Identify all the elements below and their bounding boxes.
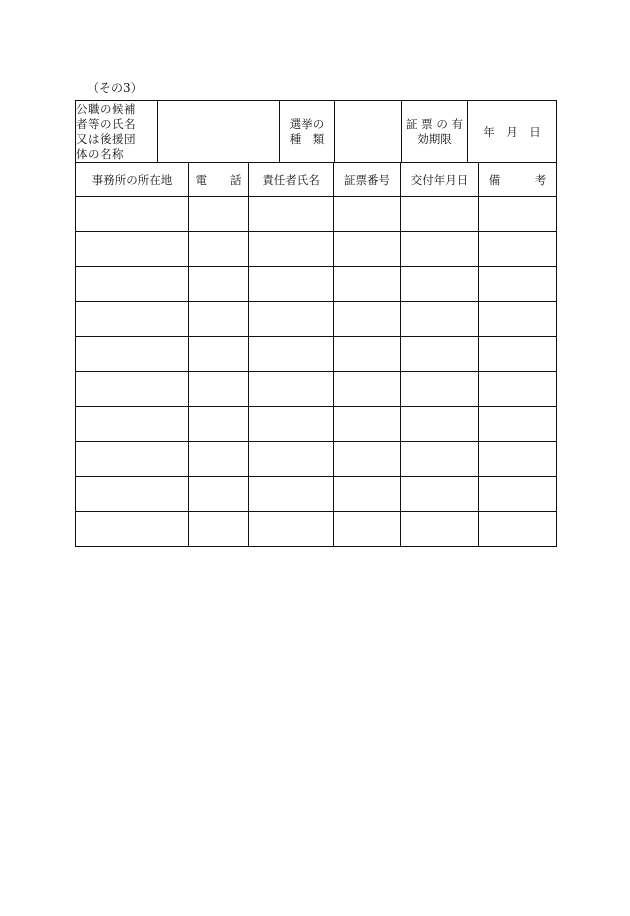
- office-address-cell[interactable]: [76, 442, 189, 477]
- office-table: [75, 163, 557, 547]
- issue-date-cell[interactable]: [401, 267, 479, 302]
- certificate-number-cell[interactable]: [334, 407, 401, 442]
- certificate-number-cell[interactable]: [334, 267, 401, 302]
- remarks-cell[interactable]: [479, 267, 557, 302]
- column-manager-name: 責任者氏名: [249, 163, 334, 197]
- column-certificate-number: 証票番号: [334, 163, 401, 197]
- manager-name-cell[interactable]: [249, 407, 334, 442]
- phone-cell[interactable]: [189, 512, 249, 547]
- table-row: [76, 477, 557, 512]
- table-row: [76, 267, 557, 302]
- remarks-cell[interactable]: [479, 197, 557, 232]
- validity-label: 証 票 の 有効期限: [402, 101, 468, 163]
- issue-date-cell[interactable]: [401, 337, 479, 372]
- election-type-field[interactable]: [335, 101, 402, 163]
- table-row: [76, 232, 557, 267]
- manager-name-cell[interactable]: [249, 442, 334, 477]
- election-type-label: 選挙の 種 類: [280, 101, 335, 163]
- manager-name-cell[interactable]: [249, 197, 334, 232]
- certificate-number-cell[interactable]: [334, 372, 401, 407]
- remarks-cell[interactable]: [479, 477, 557, 512]
- column-phone: 電 話: [189, 163, 249, 197]
- office-address-cell[interactable]: [76, 337, 189, 372]
- table-row: [76, 372, 557, 407]
- table-row: [76, 407, 557, 442]
- header-table: [75, 100, 557, 163]
- remarks-cell[interactable]: [479, 442, 557, 477]
- certificate-number-cell[interactable]: [334, 512, 401, 547]
- manager-name-cell[interactable]: [249, 302, 334, 337]
- office-address-cell[interactable]: [76, 477, 189, 512]
- manager-name-cell[interactable]: [249, 372, 334, 407]
- table-header-row: [76, 163, 557, 197]
- remarks-cell[interactable]: [479, 512, 557, 547]
- table-row: [76, 442, 557, 477]
- phone-cell[interactable]: [189, 337, 249, 372]
- office-address-cell[interactable]: [76, 197, 189, 232]
- table-row: [76, 197, 557, 232]
- phone-cell[interactable]: [189, 442, 249, 477]
- issue-date-cell[interactable]: [401, 232, 479, 267]
- certificate-number-cell[interactable]: [334, 337, 401, 372]
- certificate-number-cell[interactable]: [334, 302, 401, 337]
- table-row: [76, 512, 557, 547]
- certificate-number-cell[interactable]: [334, 442, 401, 477]
- office-address-cell[interactable]: [76, 407, 189, 442]
- issue-date-cell[interactable]: [401, 372, 479, 407]
- phone-cell[interactable]: [189, 232, 249, 267]
- phone-cell[interactable]: [189, 267, 249, 302]
- office-address-cell[interactable]: [76, 372, 189, 407]
- certificate-number-cell[interactable]: [334, 232, 401, 267]
- remarks-cell[interactable]: [479, 372, 557, 407]
- phone-cell[interactable]: [189, 302, 249, 337]
- manager-name-cell[interactable]: [249, 477, 334, 512]
- manager-name-cell[interactable]: [249, 232, 334, 267]
- remarks-cell[interactable]: [479, 232, 557, 267]
- remarks-cell[interactable]: [479, 302, 557, 337]
- page-label: （その3）: [87, 81, 143, 95]
- issue-date-cell[interactable]: [401, 197, 479, 232]
- phone-cell[interactable]: [189, 372, 249, 407]
- phone-cell[interactable]: [189, 407, 249, 442]
- phone-cell[interactable]: [189, 477, 249, 512]
- office-address-cell[interactable]: [76, 232, 189, 267]
- office-address-cell[interactable]: [76, 302, 189, 337]
- issue-date-cell[interactable]: [401, 442, 479, 477]
- office-address-cell[interactable]: [76, 512, 189, 547]
- certificate-number-cell[interactable]: [334, 477, 401, 512]
- remarks-cell[interactable]: [479, 407, 557, 442]
- phone-cell[interactable]: [189, 197, 249, 232]
- candidate-name-label: 公職の候補 者等の氏名 又は後援団 体の名称: [76, 101, 158, 163]
- manager-name-cell[interactable]: [249, 512, 334, 547]
- table-row: [76, 302, 557, 337]
- office-form: [75, 100, 556, 547]
- manager-name-cell[interactable]: [249, 337, 334, 372]
- column-issue-date: 交付年月日: [401, 163, 479, 197]
- office-address-cell[interactable]: [76, 267, 189, 302]
- manager-name-cell[interactable]: [249, 267, 334, 302]
- validity-date-field[interactable]: 年 月 日: [468, 101, 557, 163]
- issue-date-cell[interactable]: [401, 302, 479, 337]
- table-row: [76, 337, 557, 372]
- issue-date-cell[interactable]: [401, 512, 479, 547]
- certificate-number-cell[interactable]: [334, 197, 401, 232]
- issue-date-cell[interactable]: [401, 477, 479, 512]
- candidate-name-field[interactable]: [158, 101, 280, 163]
- remarks-cell[interactable]: [479, 337, 557, 372]
- issue-date-cell[interactable]: [401, 407, 479, 442]
- column-remarks: 備 考: [479, 163, 557, 197]
- column-office-address: 事務所の所在地: [76, 163, 189, 197]
